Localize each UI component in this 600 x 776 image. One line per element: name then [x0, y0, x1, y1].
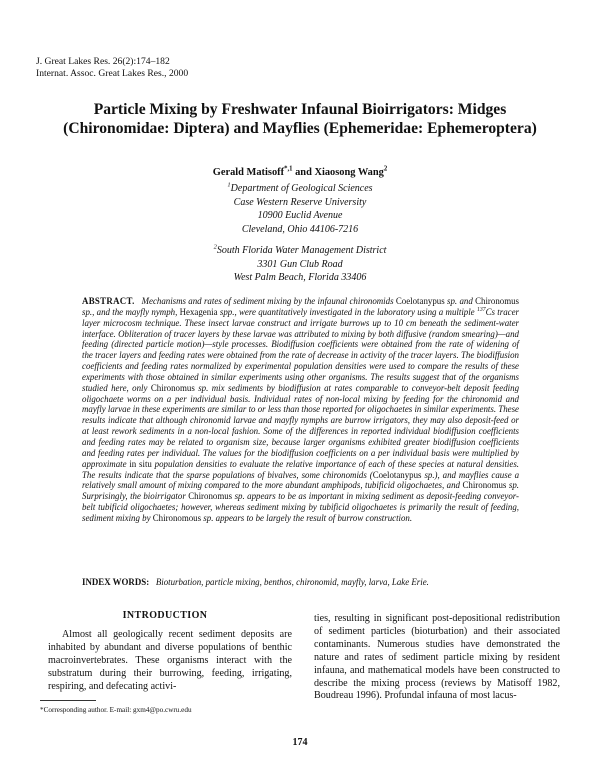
- abstract-genus: Chironomus: [150, 382, 195, 393]
- corresponding-author-footnote: *Corresponding author. E-mail: gxm4@po.cwru.edu: [40, 706, 192, 714]
- affiliation-2-mark: 2: [213, 243, 217, 251]
- abstract-text: sp. appears to be largely the result of burrow construction.: [201, 512, 413, 523]
- author-2: Xiaosong Wang: [314, 167, 384, 178]
- abstract-genus: Chironomus: [475, 296, 519, 306]
- affiliation-2-line-2: 3301 Gun Club Road: [257, 258, 343, 270]
- author-list: [100, 166, 500, 179]
- abstract-genus: Coelotanypus: [395, 296, 445, 306]
- abstract-genus: Hexagenia: [179, 306, 218, 317]
- abstract-isotope-mass: 137: [476, 306, 486, 313]
- affiliation-1: [150, 182, 450, 236]
- affiliation-2-line-3: West Palm Beach, Florida 33406: [233, 272, 367, 283]
- abstract-text: Cs tracer layer microcosm technique. These insect larvae construct and irrigate burrows up to 10 cm beneath the sediment-water interface. Obliteration of tracer layers by these larvae was attributed to mixing by both diffusive (random smearing)—and feeding (directed particle motion)—style processes. Biodiffusion coefficients were obtained from the rate of widening of the tracer layers and feeding rates were obtained from the rate of decrease in activity of the tracer layers. The biodiffusion coefficients and feeding rates normalized by experimental population densities were used to compare the results of these experiments with those obtained in similar experiments using other organisms. The results suggest that of the organisms studied here, only: [82, 306, 519, 393]
- journal-line-2: Internat. Assoc. Great Lakes Res., 2000: [36, 68, 189, 79]
- abstract-text: sp. appears to be as important in mixing sediment as deposit-feeding conveyor-belt tubificid oligochaetes; however, whereas sediment mixing by tubificid oligochaetes is primarily the result of feeding, sediment mixing by: [82, 491, 519, 523]
- abstract: [82, 296, 519, 524]
- abstract-latin-term: in situ: [129, 458, 152, 469]
- abstract-genus: Coelotanypus: [372, 469, 422, 480]
- index-words: [82, 577, 519, 588]
- author-2-mark: 2: [383, 165, 388, 173]
- author-1: Gerald Matisoff: [212, 167, 285, 178]
- abstract-genus: Chironomus: [188, 491, 233, 502]
- paper-title: Particle Mixing by Freshwater Infaunal Bioirrigators: Midges (Chironomidae: Diptera) and Mayflies (Ephemeridae: Ephemeroptera): [63, 101, 537, 137]
- abstract-text: spp., were quantitatively investigated in the laboratory using a multiple: [217, 306, 477, 317]
- affiliation-2-line-1: South Florida Water Management District: [216, 245, 387, 256]
- author-joiner: and: [292, 167, 315, 178]
- abstract-label: ABSTRACT.: [82, 296, 135, 306]
- affiliation-1-line-2: Case Western Reserve University: [233, 196, 367, 208]
- page-number: 174: [292, 737, 308, 748]
- index-words-text: Bioturbation, particle mixing, benthos, chironomid, mayfly, larva, Lake Erie.: [155, 577, 429, 587]
- abstract-text: population densities to evaluate the relative importance of each of these species at natural densities. The results indicate that the sparse populations of bivalves, some chironomids (: [82, 458, 520, 480]
- author-1-mark: *,1: [284, 165, 293, 173]
- body-column-left: Almost all geologically recent sediment deposits are inhabited by abundant and diverse populations of benthic macroinvertebrates. These organisms interact with the substratum during their burrowing, feeding, irrigating, respiring, and defecating activi-: [48, 629, 292, 692]
- abstract-genus: Chironomous: [152, 512, 202, 523]
- abstract-text: sp. Surprisingly, the bioirrigator: [82, 480, 519, 502]
- affiliation-1-line-3: 10900 Euclid Avenue: [257, 210, 343, 221]
- abstract-text: sp. and: [444, 296, 476, 306]
- abstract-text: sp., and the mayfly nymph,: [82, 306, 180, 317]
- affiliation-1-mark: 1: [227, 181, 231, 189]
- abstract-genus: Chironomus: [462, 480, 507, 491]
- affiliation-2: [150, 244, 450, 285]
- abstract-text: Mechanisms and rates of sediment mixing by the infaunal chironomids: [141, 296, 396, 306]
- affiliation-1-line-4: Cleveland, Ohio 44106-7216: [241, 223, 359, 235]
- body-column-right: ties, resulting in significant post-depositional redistribution of sediment particles (bioturbation) and their associated contaminants. Numerous studies have demonstrated the nature and rates of sediment particle mixing by resident infauna, and mathematical models have been constructed to describe the mixing process (reviews by Matisoff 1982, Boudreau 1996). Profundal infauna of most lacus-: [314, 613, 560, 702]
- section-heading-introduction: INTRODUCTION: [122, 610, 208, 621]
- footnote-divider: [40, 700, 96, 701]
- index-words-label: INDEX WORDS:: [82, 577, 150, 587]
- abstract-text: sp. mix sediments by biodiffusion at rates comparable to conveyor-belt deposit feeding oligochaete worms on a per individual basis. Individual rates of non-local mixing by feeding for the chironomid and mayfly larvae in these experiments are similar to or less than those reported for oligochaetes in similar experiments. These results indicate that although chironomid larvae and mayfly nymphs are burrow irrigators, they may also deposit-feed or at least rework sediments in a non-local fashion. Some of the differences in reported individual biodiffusion coefficients and feeding rates may be related to organism size, because larger organisms exhibited greater biodiffusion coefficients and feeding rates per individual. The values for the biodiffusion coefficients on a per individual basis were multiplied by approximate: [82, 382, 520, 469]
- abstract-text: sp.), and mayflies cause a relatively small amount of mixing compared to the more abundant amphipods, tubificid oligochaetes, and: [82, 469, 520, 491]
- journal-citation: [36, 56, 188, 80]
- affiliation-1-line-1: Department of Geological Sciences: [230, 183, 373, 194]
- journal-line-1: J. Great Lakes Res. 26(2):174–182: [36, 56, 170, 67]
